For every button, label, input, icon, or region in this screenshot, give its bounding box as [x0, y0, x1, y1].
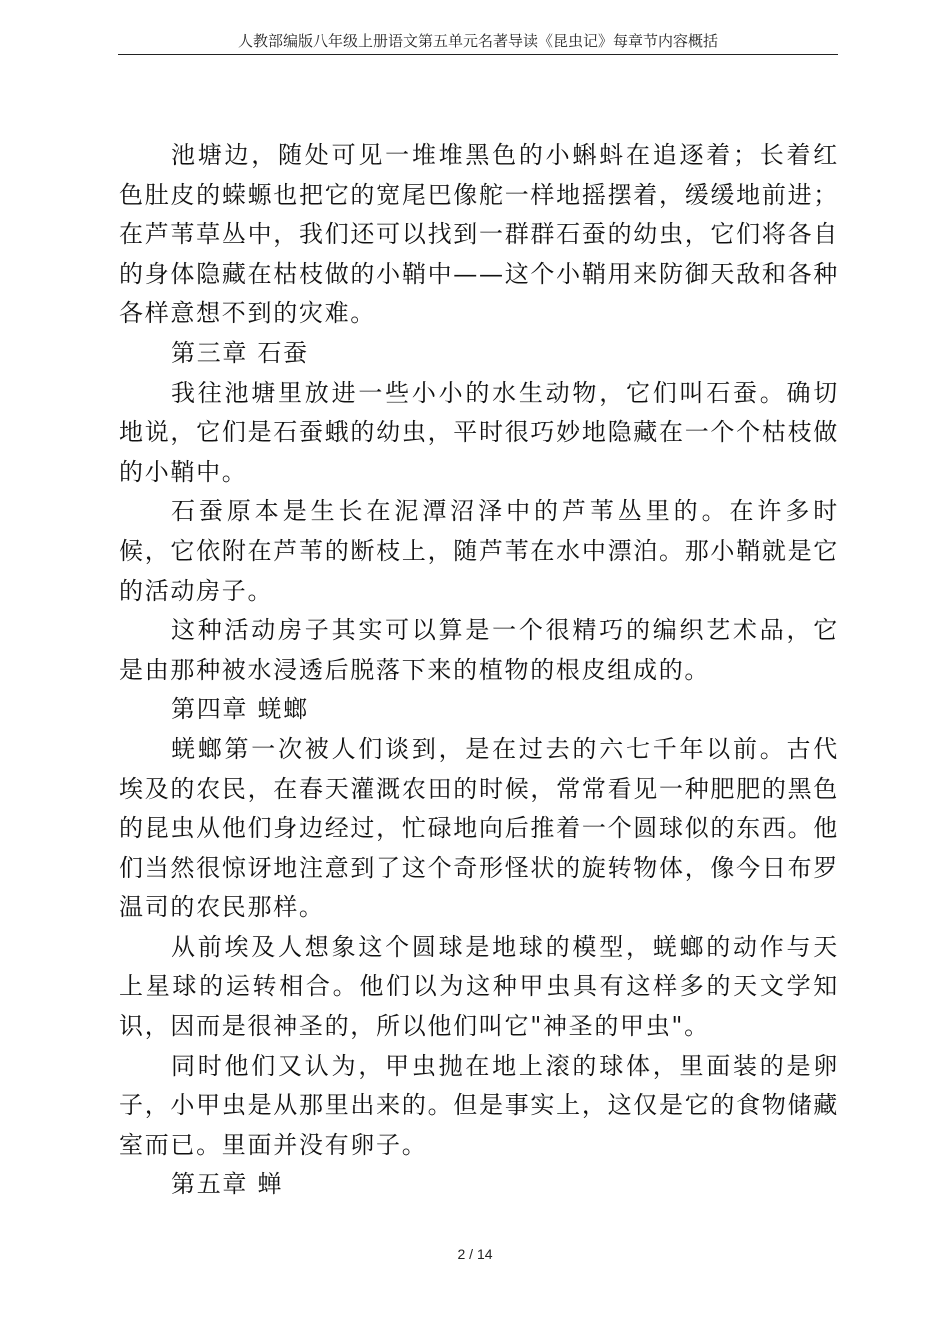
document-body [119, 136, 839, 1205]
paragraph-scarab-history: 蜣螂第一次被人们谈到，是在过去的六七千年以前。古代埃及的农民，在春天灌溉农田的时候，常常看见一种肥肥的黑色的昆虫从他们身边经过，忙碌地向后推着一个圆球似的东西。他们当然很惊讶地注意到了这个奇形怪状的旋转物体，像今日布罗温司的农民那样。 [119, 734, 839, 922]
paragraph-scarab-sacred: 从前埃及人想象这个圆球是地球的模型，蜣螂的动作与天上星球的运转相合。他们以为这种甲虫具有这样多的天文学知识，因而是很神圣的，所以他们叫它"神圣的甲虫"。 [119, 932, 839, 1041]
paragraph-scarab-ball: 同时他们又认为，甲虫抛在地上滚的球体，里面装的是卵子，小甲虫是从那里出来的。但是事实上，这仅是它的食物储藏室而已。里面并没有卵子。 [119, 1051, 839, 1159]
page-header: 人教部编版八年级上册语文第五单元名著导读《昆虫记》每章节内容概括 [118, 31, 838, 55]
page-number: 2 / 14 [457, 1246, 493, 1262]
paragraph-caddisfly-case: 这种活动房子其实可以算是一个很精巧的编织艺术品，它是由那种被水浸透后脱落下来的植物的根皮组成的。 [119, 616, 839, 684]
paragraph-caddisfly-intro: 我往池塘里放进一些小小的水生动物，它们叫石蚕。确切地说，它们是石蚕蛾的幼虫，平时很巧妙地隐藏在一个个枯枝做的小鞘中。 [119, 378, 839, 486]
chapter-5-heading: 第五章 蝉 [171, 1170, 284, 1199]
chapter-4-heading: 第四章 蜣螂 [171, 695, 309, 724]
paragraph-pond-scene: 池塘边，随处可见一堆堆黑色的小蝌蚪在追逐着；长着红色肚皮的蝾螈也把它的宽尾巴像舵一样地摇摆着，缓缓地前进；在芦苇草丛中，我们还可以找到一群群石蚕的幼虫，它们将各自的身体隐藏在枯枝做的小鞘中——这个小鞘用来防御天敌和各种各样意想不到的灾难。 [119, 141, 839, 328]
chapter-3-heading: 第三章 石蚕 [171, 338, 309, 367]
paragraph-caddisfly-habitat: 石蚕原本是生长在泥潭沼泽中的芦苇丛里的。在许多时候，它依附在芦苇的断枝上，随芦苇在水中漂泊。那小鞘就是它的活动房子。 [119, 497, 839, 605]
